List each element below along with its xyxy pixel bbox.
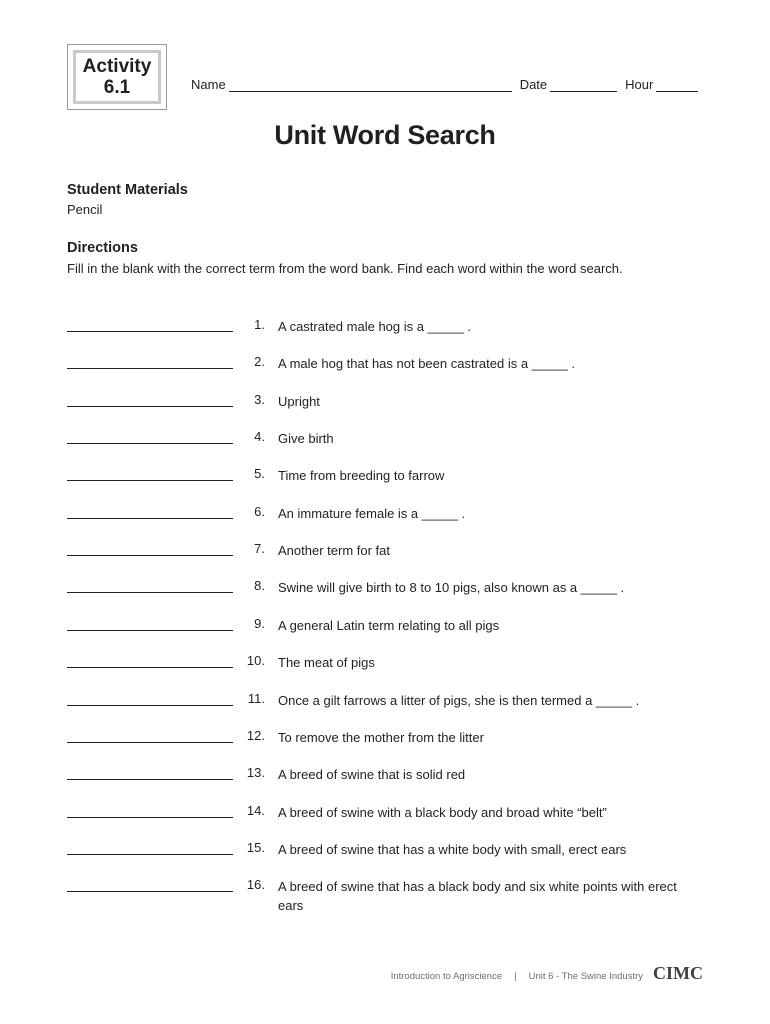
- question-text: A breed of swine that is solid red: [278, 767, 466, 783]
- question-row: [0, 728, 770, 764]
- answer-blank[interactable]: [67, 555, 233, 556]
- answer-blank[interactable]: [67, 854, 233, 855]
- question-row: [0, 691, 770, 727]
- question-row: [0, 466, 770, 502]
- date-label: Date: [519, 77, 548, 92]
- question-text: Upright: [278, 393, 320, 409]
- question-text: A breed of swine that has a black body and six white points with erect ears: [278, 879, 677, 914]
- question-row: [0, 840, 770, 876]
- question-row: [0, 354, 770, 390]
- question-number: 5.: [254, 466, 265, 482]
- question-number: 1.: [254, 317, 265, 332]
- hour-field[interactable]: [656, 77, 698, 92]
- question-row: [0, 429, 770, 465]
- cimc-logo: CIMC: [653, 963, 703, 983]
- question-text: Once a gilt farrows a litter of pigs, she is then termed a _____ .: [278, 692, 640, 708]
- activity-number: 6.1: [103, 77, 131, 98]
- question-number: 4.: [254, 429, 265, 445]
- question-number: 2.: [254, 354, 265, 370]
- activity-badge-inner: [73, 50, 161, 104]
- answer-blank[interactable]: [67, 406, 233, 407]
- question-row: [0, 392, 770, 428]
- question-text: Swine will give birth to 8 to 10 pigs, also known as a _____ .: [278, 580, 625, 596]
- question-row: [0, 803, 770, 839]
- answer-blank[interactable]: [67, 518, 233, 519]
- question-row: [0, 504, 770, 540]
- question-number: 9.: [254, 615, 265, 631]
- question-text: A castrated male hog is a _____ .: [278, 319, 471, 334]
- page-title: Unit Word Search: [274, 120, 496, 150]
- answer-blank[interactable]: [67, 331, 233, 332]
- answer-blank[interactable]: [67, 779, 233, 780]
- answer-blank[interactable]: [67, 443, 233, 444]
- question-row: [0, 616, 770, 652]
- footer-separator: |: [514, 971, 517, 982]
- name-label: Name: [191, 77, 226, 92]
- question-row: [0, 877, 770, 913]
- question-text: Time from breeding to farrow: [278, 468, 445, 484]
- student-materials-heading: Student Materials: [67, 182, 188, 198]
- student-materials-item: Pencil: [67, 202, 103, 217]
- footer-unit: Unit 6 - The Swine Industry: [528, 971, 643, 982]
- question-number: 11.: [247, 690, 265, 706]
- activity-label: Activity: [82, 56, 152, 77]
- footer-course: Introduction to Agriscience: [390, 971, 503, 982]
- answer-blank[interactable]: [67, 480, 233, 481]
- answer-blank[interactable]: [67, 817, 233, 818]
- question-text: A general Latin term relating to all pigs: [278, 617, 500, 633]
- answer-blank[interactable]: [67, 630, 233, 631]
- directions-text: Fill in the blank with the correct term from the word bank. Find each word within the word search.: [67, 261, 623, 276]
- question-text: A breed of swine with a black body and broad white “belt”: [278, 804, 607, 820]
- student-info-fields: [191, 72, 703, 92]
- question-text: A breed of swine that has a white body with small, erect ears: [278, 841, 627, 857]
- answer-blank[interactable]: [67, 368, 233, 369]
- answer-blank[interactable]: [67, 891, 233, 892]
- question-text: The meat of pigs: [278, 655, 375, 671]
- question-number: 12.: [246, 727, 265, 743]
- name-field[interactable]: [229, 77, 512, 92]
- footer: [387, 958, 703, 982]
- question-number: 14.: [246, 802, 265, 818]
- question-number: 16.: [246, 877, 265, 893]
- question-row: [0, 317, 770, 353]
- answer-blank[interactable]: [67, 592, 233, 593]
- question-text: Give birth: [278, 431, 334, 447]
- hour-label: Hour: [625, 77, 654, 92]
- question-number: 8.: [254, 578, 265, 594]
- question-number: 10.: [246, 653, 265, 669]
- answer-blank[interactable]: [67, 667, 233, 668]
- answer-blank[interactable]: [67, 742, 233, 743]
- question-text: An immature female is a _____ .: [278, 505, 466, 521]
- question-row: [0, 578, 770, 614]
- question-row: [0, 653, 770, 689]
- answer-blank[interactable]: [67, 705, 233, 706]
- question-row: [0, 541, 770, 577]
- question-row: [0, 765, 770, 801]
- question-number: 7.: [254, 541, 265, 557]
- date-field[interactable]: [550, 77, 617, 92]
- question-number: 15.: [246, 839, 265, 855]
- question-number: 13.: [246, 765, 265, 781]
- question-text: Another term for fat: [278, 543, 390, 559]
- directions-heading: Directions: [67, 240, 138, 256]
- question-text: A male hog that has not been castrated is a _____ .: [278, 356, 576, 372]
- question-text: To remove the mother from the litter: [278, 729, 484, 745]
- question-number: 6.: [254, 503, 265, 519]
- question-number: 3.: [254, 391, 265, 407]
- activity-badge: [67, 44, 167, 110]
